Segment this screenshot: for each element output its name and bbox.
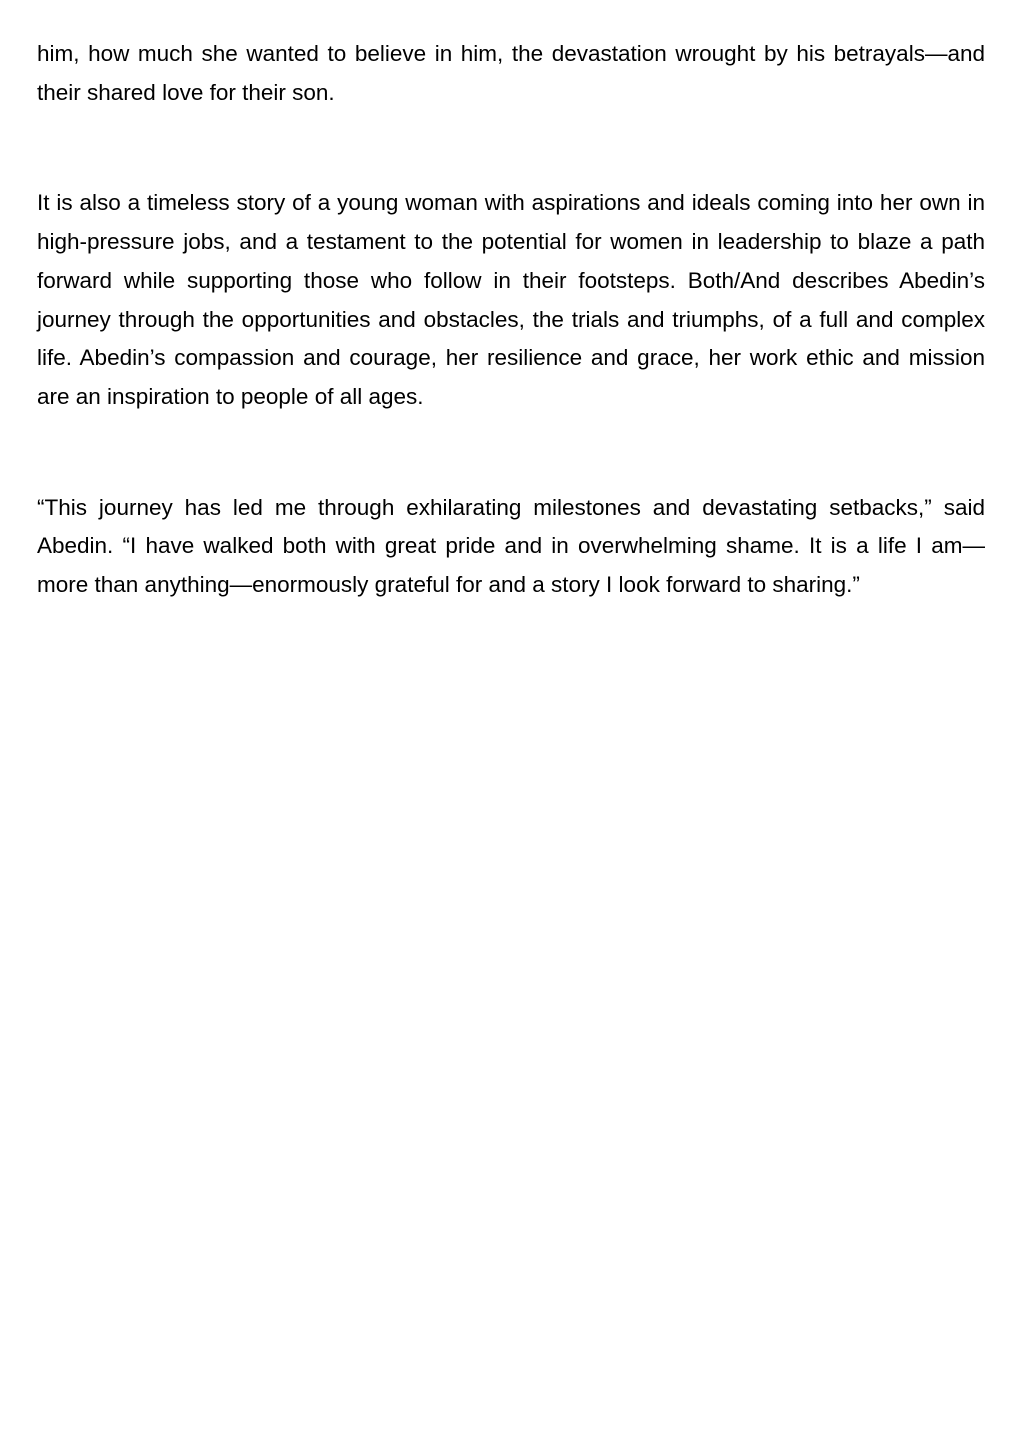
- paragraph-continuation: him, how much she wanted to believe in him, the devastation wrought by his betrayals—and their shared love for their son.: [37, 41, 985, 105]
- paragraph-story-description: It is also a timeless story of a young woman with aspirations and ideals coming into her own in high-pressure jobs, and a testament to the potential for women in leadership to blaze a path forward while supporting those who follow in their footsteps. Both/And describes Abedin’s journey through the opportunities and obstacles, the trials and triumphs, of a full and complex life. Abedin’s compassion and courage, her resilience and grace, her work ethic and mission are an inspiration to people of all ages.: [37, 190, 985, 409]
- paragraph-quote: “This journey has led me through exhilarating milestones and devastating setbacks,” said Abedin. “I have walked both with great pride and in overwhelming shame. It is a life I am—more than anything—enormously grateful for and a story I look forward to sharing.”: [37, 494, 985, 598]
- document-page: [37, 35, 985, 605]
